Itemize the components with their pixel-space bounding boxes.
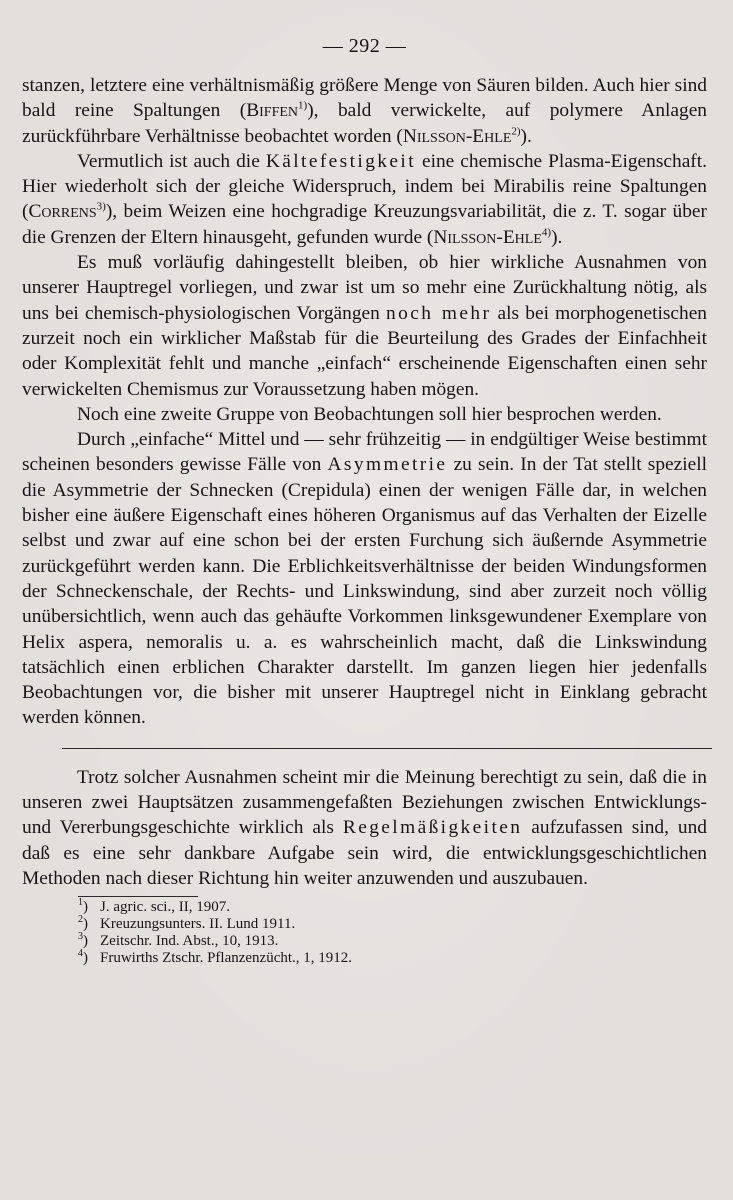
author-name: Correns — [28, 201, 97, 223]
footnote-reference: 3 — [96, 201, 103, 214]
footnote-reference: 1 — [298, 99, 304, 112]
footnote-4: $^4$) Fruwirths Ztschr. Pflanzenzücht., 1, 1912. — [78, 948, 353, 967]
paragraph-text: Es muß vorläufig dahingestellt bleiben, ob hier wirkliche Ausnahmen von unserer Hauptregel vorliegen, und zwar ist um so mehr eine Zurückhaltung nötig, als uns bei chemisch-physiologischen Vorgängen — [22, 252, 707, 324]
footnote-2: $^2$) Kreuzungsunters. II. Lund 1911. — [78, 914, 296, 933]
paragraph-text: eine chemische Plasma-Eigenschaft. Hier wiederholt sich der gleiche Widerspruch, indem bei Mirabilis reine Spaltungen ( — [22, 150, 707, 223]
footnote-mark: 4 — [78, 948, 83, 960]
footnote-mark: 1 — [78, 897, 83, 909]
paragraph-1: stanzen, letztere eine verhältnismäßig größere Menge von Säuren bilden. Auch hier sind bald reine Spaltungen (Biffen$^{1)}$), bald verwickelte, auf polymere Anlagen zurückführbare Verhältnisse beobachtet worden (Nilsson-Ehle$^{2)}$). — [22, 75, 708, 147]
paragraph-2: Vermutlich ist auch die Kältefestigkeit eine chemische Plasma-Eigenschaft. Hier wiederholt sich der gleiche Widerspruch, indem bei Mirabilis reine Spaltungen (Correns$^{3)}$), beim Weizen eine hochgradige Kreuzungsvariabilität, die z. T. sogar über die Grenzen der Eltern hinausgeht, gefunden wurde (Nilsson-Ehle$^{4)}$). — [22, 150, 707, 248]
footnote-1: $^1$) J. agric. sci., II, 1907. — [78, 897, 230, 916]
paragraph-text: als bei morphogenetischen zurzeit noch ein wirklicher Maßstab für die Beurteilung des Grades der Einfachheit oder Komplexität fehlt und manche „einfach“ erscheinende Eigenschaften einen sehr verwickelten Chemismus zur Voraussetzung haben mögen. — [22, 302, 707, 400]
paragraph-3 — [22, 250, 707, 402]
paragraph-text: zu sein. In der Tat stellt speziell die Asymmetrie der Schnecken (Crepidula) einen der wenigen Fälle dar, in welchen bisher eine äußere Eigenschaft eines höheren Organismus auf das Verhalten der Eizelle selbst und zwar auf eine schon bei der ersten Furchung sich äußernde Asymmetrie zurückgeführt werden kann. Die Erblichkeitsverhältnisse der beiden Windungsformen der Schneckenschale, der Rechts- und Linkswindung, sind aber zurzeit noch völlig unübersichtlich, wenn auch das gehäufte Vorkommen linksgewundener Exemplare von Helix aspera, nemoralis u. a. es wahrscheinlich macht, daß die Linkswindung tatsächlich einen erblichen Charakter darstellt. Im ganzen liegen hier jedenfalls Beobachtungen vor, die bisher mit unserer Hauptregel nicht in Einklang gebracht werden können. — [22, 454, 707, 729]
page-number: — 292 — — [322, 35, 407, 57]
paragraph-text: ), beim Weizen eine hochgradige Kreuzungsvariabilität, die z. T. sogar über die Grenzen der Eltern hinausgeht, gefunden wurde ( — [22, 201, 707, 248]
paragraph-text: ), bald verwickelte, auf polymere Anlagen zurückführbare Verhältnisse beobachtet worden ( — [22, 100, 708, 147]
paragraph-text: ). — [551, 226, 563, 248]
paragraph-text: ). — [520, 125, 532, 147]
footnote-text: J. agric. sci., II, 1907. — [100, 899, 230, 916]
emphasized-term: Asymmetrie — [327, 454, 448, 476]
footnote-text: Fruwirths Ztschr. Pflanzenzücht., 1, 1912. — [100, 950, 353, 967]
footnotes — [22, 899, 707, 967]
footnote-mark: 2 — [78, 914, 83, 926]
paragraph-text: Noch eine zweite Gruppe von Beobachtungen soll hier besprochen werden. — [77, 403, 662, 425]
emphasized-term: noch mehr — [386, 302, 492, 324]
footnote-reference: 2 — [511, 125, 517, 138]
paragraph-text: Durch „einfache“ Mittel und — sehr frühzeitig — in endgültiger Weise bestimmt scheinen besonders gewisse Fälle von — [22, 429, 707, 476]
footnote-3: $^3$) Zeitschr. Ind. Abst., 10, 1913. — [78, 931, 279, 950]
emphasized-term: Kältefestigkeit — [265, 150, 416, 172]
paragraph-6 — [22, 765, 707, 891]
author-name: Nilsson-Ehle — [402, 125, 512, 147]
footnote-mark: 3 — [78, 931, 83, 943]
footnote-text: Zeitschr. Ind. Abst., 10, 1913. — [100, 933, 279, 950]
footnote-reference: 4 — [541, 226, 548, 239]
paragraph-5 — [22, 427, 707, 731]
author-name: Biffen — [246, 100, 299, 122]
paragraph-text: stanzen, letztere eine verhältnismäßig größere Menge von Säuren bilden. Auch hier sind bald reine Spaltungen ( — [22, 75, 707, 122]
footnote-rule — [78, 896, 198, 897]
paragraph-4 — [22, 402, 707, 427]
footnote-text: Kreuzungsunters. II. Lund 1911. — [100, 916, 296, 933]
paragraph-text: Trotz solcher Ausnahmen scheint mir die Meinung berechtigt zu sein, daß die in unseren zwei Hauptsätzen zusammengefaßten Beziehungen zwischen Entwicklungs- und Vererbungsgeschichte wirklich als — [22, 766, 707, 839]
author-name: Nilsson-Ehle — [433, 226, 542, 248]
paragraph-text: Vermutlich ist auch die — [77, 150, 266, 172]
emphasized-term: Regelmäßigkeiten — [342, 817, 523, 839]
section-divider — [62, 748, 712, 749]
paragraph-text: aufzufassen sind, und daß es eine sehr dankbare Aufgabe sein wird, die entwicklungsgeschichtlichen Methoden nach dieser Richtung hin weiter anzuwenden und auszubauen. — [22, 817, 707, 889]
body-text — [22, 73, 707, 891]
